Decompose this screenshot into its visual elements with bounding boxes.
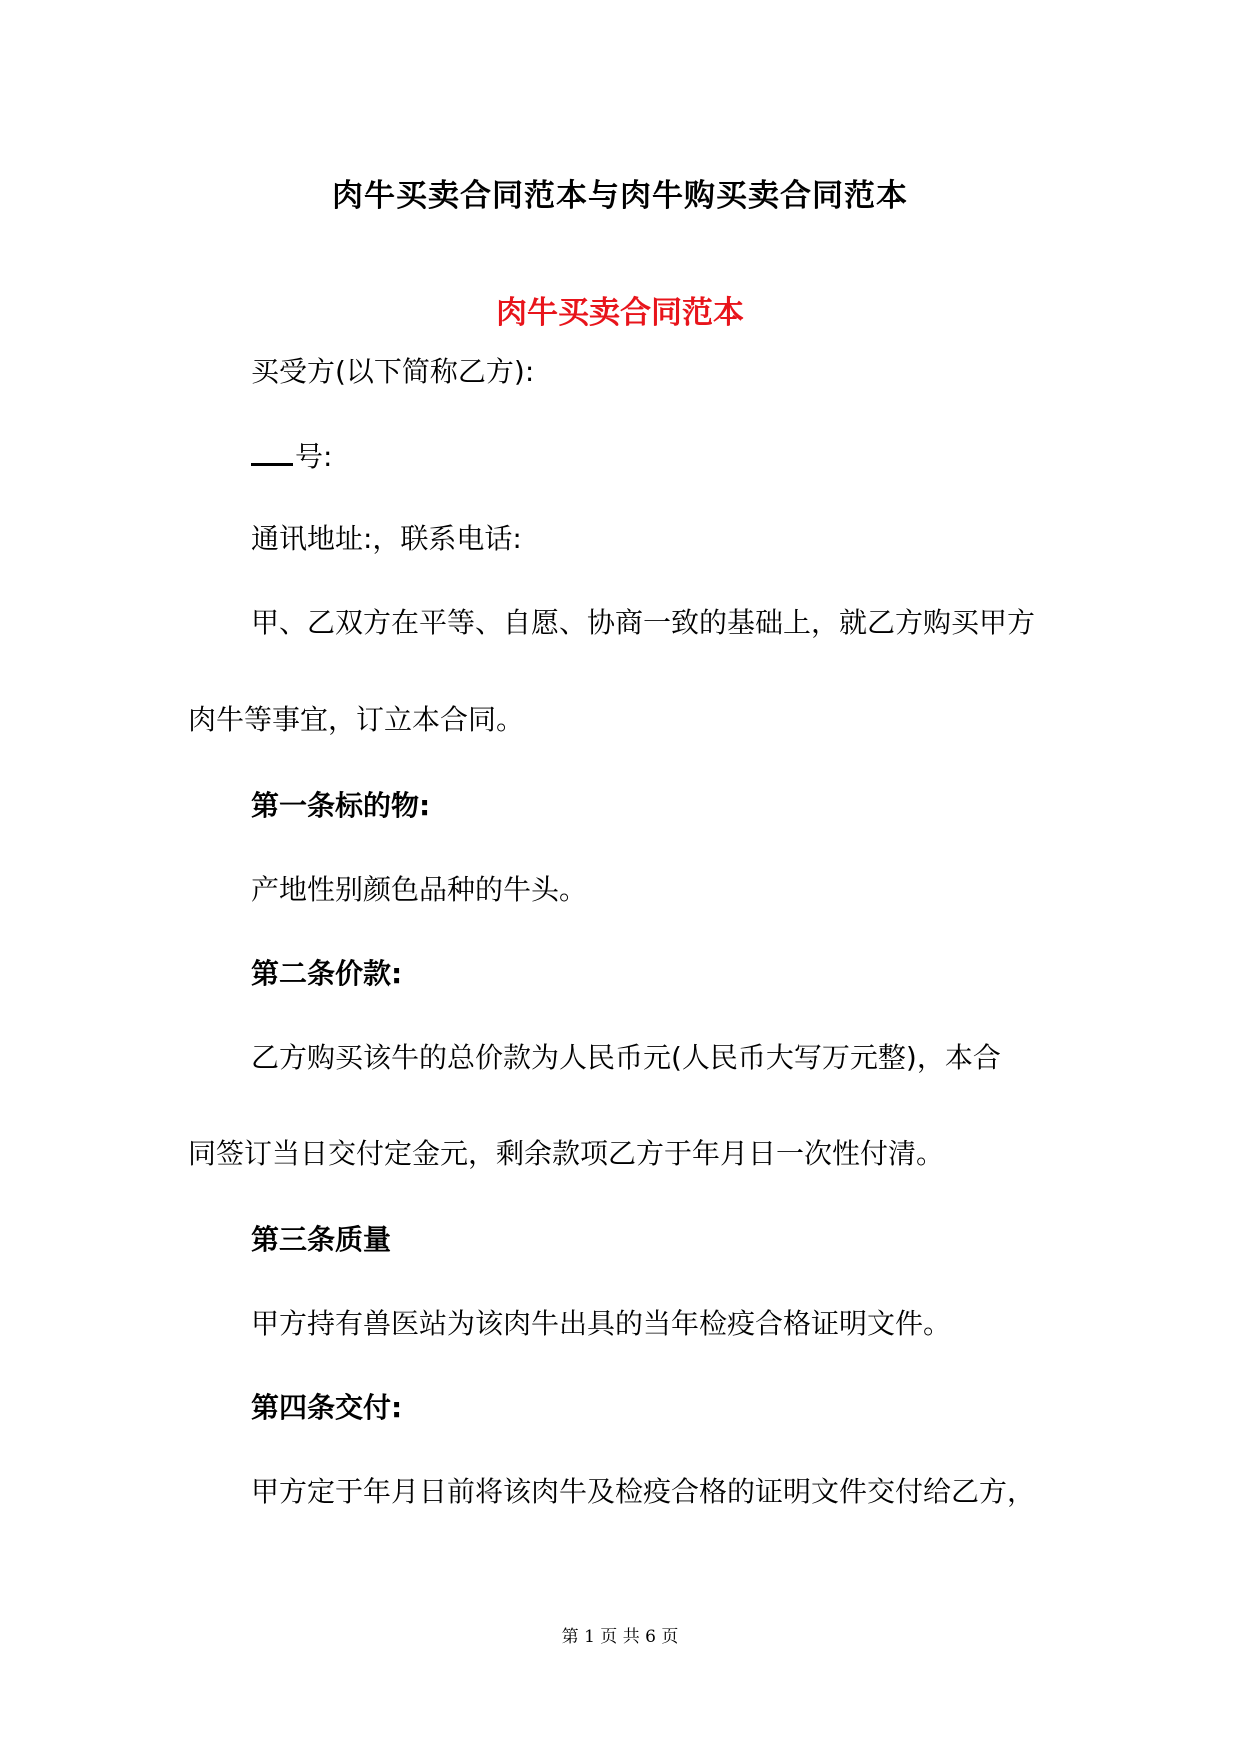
page-footer: 第 1 页 共 6 页 (561, 1627, 679, 1647)
buyer-line: 买受方(以下简称乙方): (251, 355, 535, 388)
section-title: 肉牛买卖合同范本 (496, 295, 744, 331)
address-line: 通讯地址:，联系电话: (251, 522, 522, 555)
article-3-title: 第三条质量 (251, 1223, 392, 1256)
id-number-line (251, 435, 332, 477)
id-number-label: 号: (295, 440, 333, 473)
article-3-body: 甲方持有兽医站为该肉牛出具的当年检疫合格证明文件。 (251, 1307, 952, 1340)
article-2-body-1: 乙方购买该牛的总价款为人民币元(人民币大写万元整)，本合 (251, 1041, 1001, 1074)
intro-line-2: 肉牛等事宜，订立本合同。 (188, 703, 525, 736)
intro-line-1: 甲、乙双方在平等、自愿、协商一致的基础上，就乙方购买甲方 (251, 606, 1036, 639)
article-1-title: 第一条标的物: (251, 789, 431, 822)
article-4-title: 第四条交付: (251, 1391, 403, 1424)
document-title: 肉牛买卖合同范本与肉牛购买卖合同范本 (332, 178, 908, 214)
article-1-body: 产地性别颜色品种的牛头。 (251, 873, 588, 906)
article-4-body: 甲方定于年月日前将该肉牛及检疫合格的证明文件交付给乙方， (251, 1475, 1036, 1508)
article-2-body-2: 同签订当日交付定金元，剩余款项乙方于年月日一次性付清。 (188, 1137, 945, 1170)
article-2-title: 第二条价款: (251, 957, 403, 990)
blank-underline (251, 435, 293, 466)
